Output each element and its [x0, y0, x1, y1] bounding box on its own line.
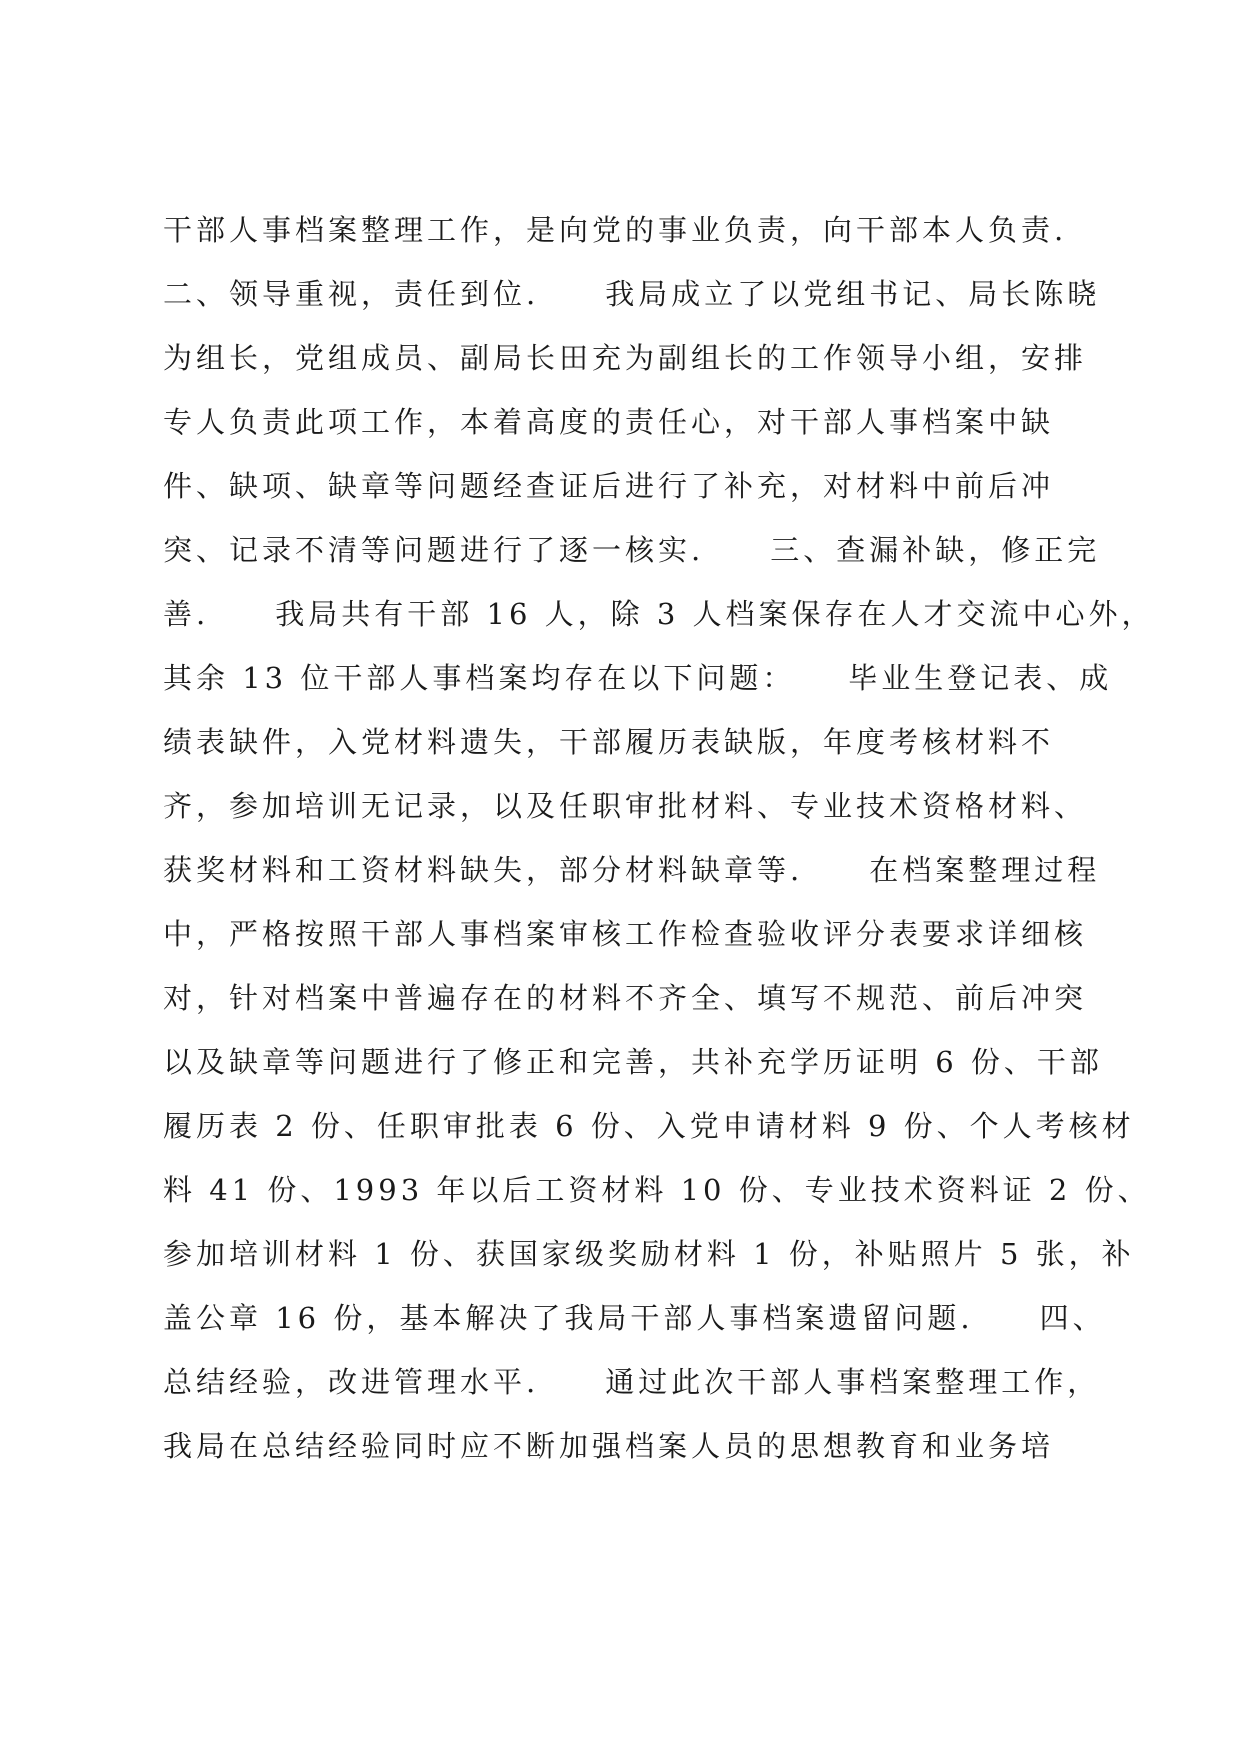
text-line: 为组长，党组成员、副局长田充为副组长的工作领导小组，安排: [163, 341, 1088, 375]
text-line: 专人负责此项工作，本着高度的责任心，对干部人事档案中缺: [163, 405, 1055, 439]
text-line: 我局在总结经验同时应不断加强档案人员的思想教育和业务培: [163, 1429, 1055, 1463]
text-line: 履历表 2 份、任职审批表 6 份、入党申请材料 9 份、个人考核材: [163, 1109, 1135, 1143]
text-line: 干部人事档案整理工作，是向党的事业负责，向干部本人负责.: [163, 213, 1068, 247]
text-line: 二、领导重视，责任到位. 我局成立了以党组书记、局长陈晓: [163, 277, 1101, 311]
text-line: 盖公章 16 份，基本解决了我局干部人事档案遗留问题. 四、: [163, 1301, 1106, 1335]
text-line: 对，针对档案中普遍存在的材料不齐全、填写不规范、前后冲突: [163, 981, 1088, 1015]
text-line: 齐，参加培训无记录，以及任职审批材料、专业技术资格材料、: [163, 789, 1088, 823]
text-line: 件、缺项、缺章等问题经查证后进行了补充，对材料中前后冲: [163, 469, 1055, 503]
text-line: 以及缺章等问题进行了修正和完善，共补充学历证明 6 份、干部: [163, 1045, 1103, 1079]
text-line: 料 41 份、1993 年以后工资材料 10 份、专业技术资料证 2 份、: [163, 1173, 1151, 1207]
body-text: [163, 198, 1155, 1478]
text-line: 绩表缺件，入党材料遗失，干部履历表缺版，年度考核材料不: [163, 725, 1055, 759]
text-line: 参加培训材料 1 份、获国家级奖励材料 1 份，补贴照片 5 张，补: [163, 1237, 1135, 1271]
text-line: 总结经验，改进管理水平. 通过此次干部人事档案整理工作，: [163, 1365, 1101, 1399]
text-line: 突、记录不清等问题进行了逐一核实. 三、查漏补缺，修正完: [163, 533, 1101, 567]
text-line: 善. 我局共有干部 16 人，除 3 人档案保存在人才交流中心外，: [163, 597, 1155, 631]
text-line: 其余 13 位干部人事档案均存在以下问题： 毕业生登记表、成: [163, 661, 1113, 695]
text-line: 获奖材料和工资材料缺失，部分材料缺章等. 在档案整理过程: [163, 853, 1101, 887]
text-line: 中，严格按照干部人事档案审核工作检查验收评分表要求详细核: [163, 917, 1088, 951]
